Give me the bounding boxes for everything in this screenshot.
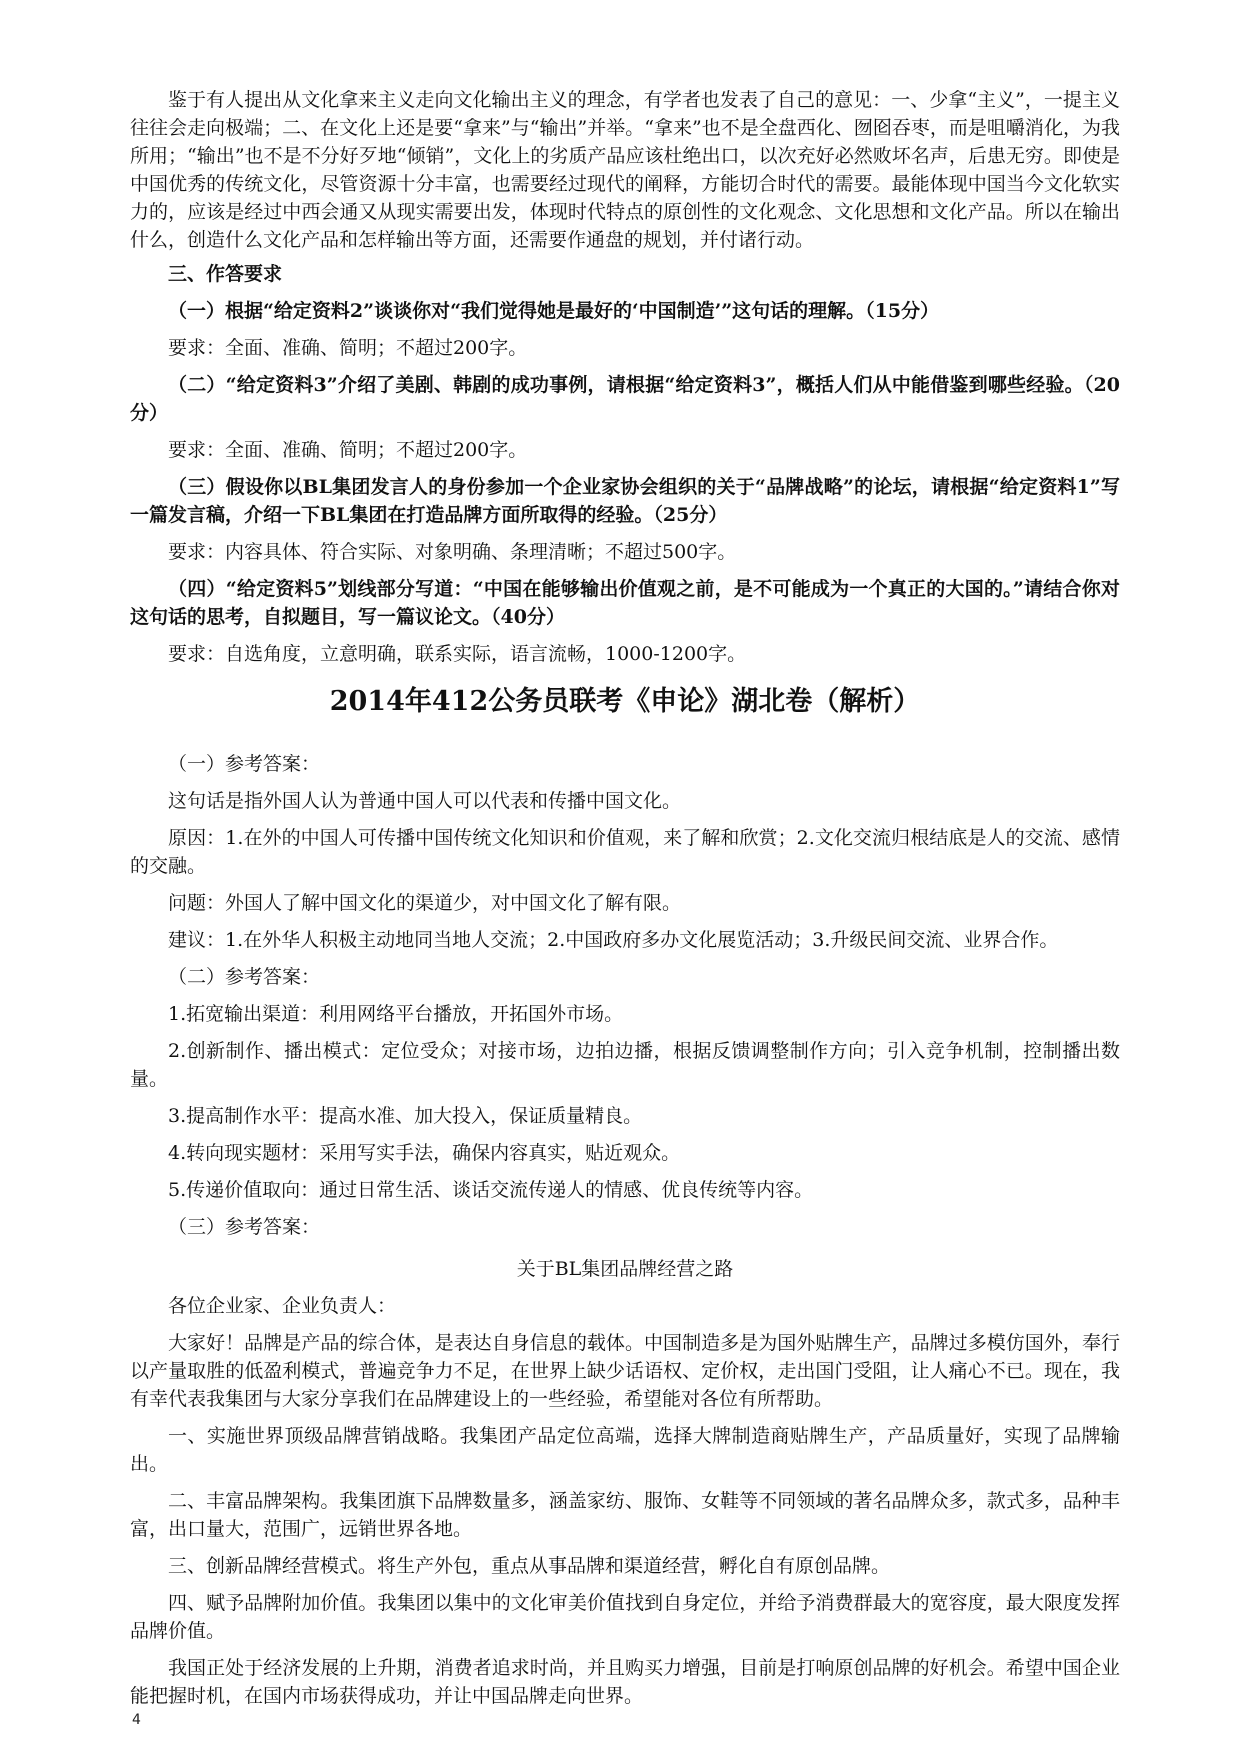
- answer-3-label: （三）参考答案：: [168, 1216, 321, 1238]
- speech-paragraph: 大家好！品牌是产品的综合体，是表达自身信息的载体。中国制造多是为国外贴牌生产，品牌过多模仿国外，奉行以产量取胜的低盈利模式，普遍竞争力不足，在世界上缺少话语权、定价权，走出国门受阻，让人痛心不已。现在，我有幸代表我集团与大家分享我们在品牌建设上的一些经验，希望能对各位有所帮助。: [130, 1332, 1120, 1410]
- speech-paragraph: 三、创新品牌经营模式。将生产外包，重点从事品牌和渠道经营，孵化自有原创品牌。: [168, 1555, 891, 1577]
- answer-2-line: 3.提高制作水平：提高水准、加大投入，保证质量精良。: [168, 1105, 643, 1127]
- question-3-requirement: 要求：内容具体、符合实际、对象明确、条理清晰；不超过500字。: [168, 541, 737, 563]
- question-1-requirement: 要求：全面、准确、简明；不超过200字。: [168, 337, 528, 359]
- speech-paragraph: 我国正处于经济发展的上升期，消费者追求时尚，并且购买力增强，目前是打响原创品牌的好机会。希望中国企业能把握时机，在国内市场获得成功，并让中国品牌走向世界。: [130, 1657, 1120, 1707]
- answer-2-line: 1.拓宽输出渠道：利用网络平台播放，开拓国外市场。: [168, 1003, 624, 1025]
- question-2-prompt: （二）“给定资料3”介绍了美剧、韩剧的成功事例，请根据“给定资料3”，概括人们从中能借鉴到哪些经验。（20分）: [130, 374, 1120, 424]
- speech-title: 关于BL集团品牌经营之路: [516, 1258, 734, 1280]
- answer-1-label: （一）参考答案：: [168, 753, 321, 775]
- question-2-requirement: 要求：全面、准确、简明；不超过200字。: [168, 439, 528, 461]
- answer-1-line: 原因：1.在外的中国人可传播中国传统文化知识和价值观，来了解和欣赏；2.文化交流归根结底是人的交流、感情的交融。: [130, 827, 1120, 877]
- answer-2-line: 2.创新制作、播出模式：定位受众；对接市场，边拍边播，根据反馈调整制作方向；引入竞争机制，控制播出数量。: [130, 1040, 1120, 1090]
- answer-2-label: （二）参考答案：: [168, 966, 321, 988]
- section-heading: 三、作答要求: [168, 263, 283, 285]
- speech-paragraph: 二、丰富品牌架构。我集团旗下品牌数量多，涵盖家纺、服饰、女鞋等不同领域的著名品牌众多，款式多，品种丰富，出口量大，范围广，远销世界各地。: [130, 1490, 1120, 1540]
- question-4-requirement: 要求：自选角度，立意明确，联系实际，语言流畅，1000-1200字。: [168, 643, 747, 665]
- answer-1-line: 建议：1.在外华人积极主动地同当地人交流；2.中国政府多办文化展览活动；3.升级民间交流、业界合作。: [168, 929, 1059, 951]
- intro-paragraph: 鉴于有人提出从文化拿来主义走向文化输出主义的理念，有学者也发表了自己的意见：一、少拿“主义”，一提主义往往会走向极端；二、在文化上还是要“拿来”与“输出”并举。“拿来”也不是全盘西化、囫囵吞枣，而是咀嚼消化，为我所用；“输出”也不是不分好歹地“倾销”，文化上的劣质产品应该杜绝出口，以次充好必然败坏名声，后患无穷。即使是中国优秀的传统文化，尽管资源十分丰富，也需要经过现代的阐释，方能切合时代的需要。最能体现中国当今文化软实力的，应该是经过中西会通又从现实需要出发，体现时代特点的原创性的文化观念、文化思想和文化产品。所以在输出什么，创造什么文化产品和怎样输出等方面，还需要作通盘的规划，并付诸行动。: [130, 89, 1120, 251]
- answer-1-line: 问题：外国人了解中国文化的渠道少，对中国文化了解有限。: [168, 892, 682, 914]
- page-number: 4: [132, 1712, 141, 1728]
- answer-1-line: 这句话是指外国人认为普通中国人可以代表和传播中国文化。: [168, 790, 682, 812]
- answer-2-line: 5.传递价值取向：通过日常生活、谈话交流传递人的情感、优良传统等内容。: [168, 1179, 814, 1201]
- speech-paragraph: 四、赋予品牌附加价值。我集团以集中的文化审美价值找到自身定位，并给予消费群最大的宽容度，最大限度发挥品牌价值。: [130, 1592, 1120, 1642]
- analysis-title: 2014年412公务员联考《申论》湖北卷（解析）: [329, 686, 921, 717]
- question-3-prompt: （三）假设你以BL集团发言人的身份参加一个企业家协会组织的关于“品牌战略”的论坛，请根据“给定资料1”写一篇发言稿，介绍一下BL集团在打造品牌方面所取得的经验。（25分）: [130, 476, 1120, 526]
- speech-salutation: 各位企业家、企业负责人：: [168, 1295, 397, 1317]
- document-page: [130, 86, 1120, 1710]
- speech-paragraph: 一、实施世界顶级品牌营销战略。我集团产品定位高端，选择大牌制造商贴牌生产，产品质量好，实现了品牌输出。: [130, 1425, 1120, 1475]
- answer-2-line: 4.转向现实题材：采用写实手法，确保内容真实，贴近观众。: [168, 1142, 681, 1164]
- question-4-prompt: （四）“给定资料5”划线部分写道：“中国在能够输出价值观之前，是不可能成为一个真正的大国的。”请结合你对这句话的思考，自拟题目，写一篇议论文。（40分）: [130, 578, 1120, 628]
- question-1-prompt: （一）根据“给定资料2”谈谈你对“我们觉得她是最好的‘中国制造’”这句话的理解。（15分）: [168, 300, 940, 322]
